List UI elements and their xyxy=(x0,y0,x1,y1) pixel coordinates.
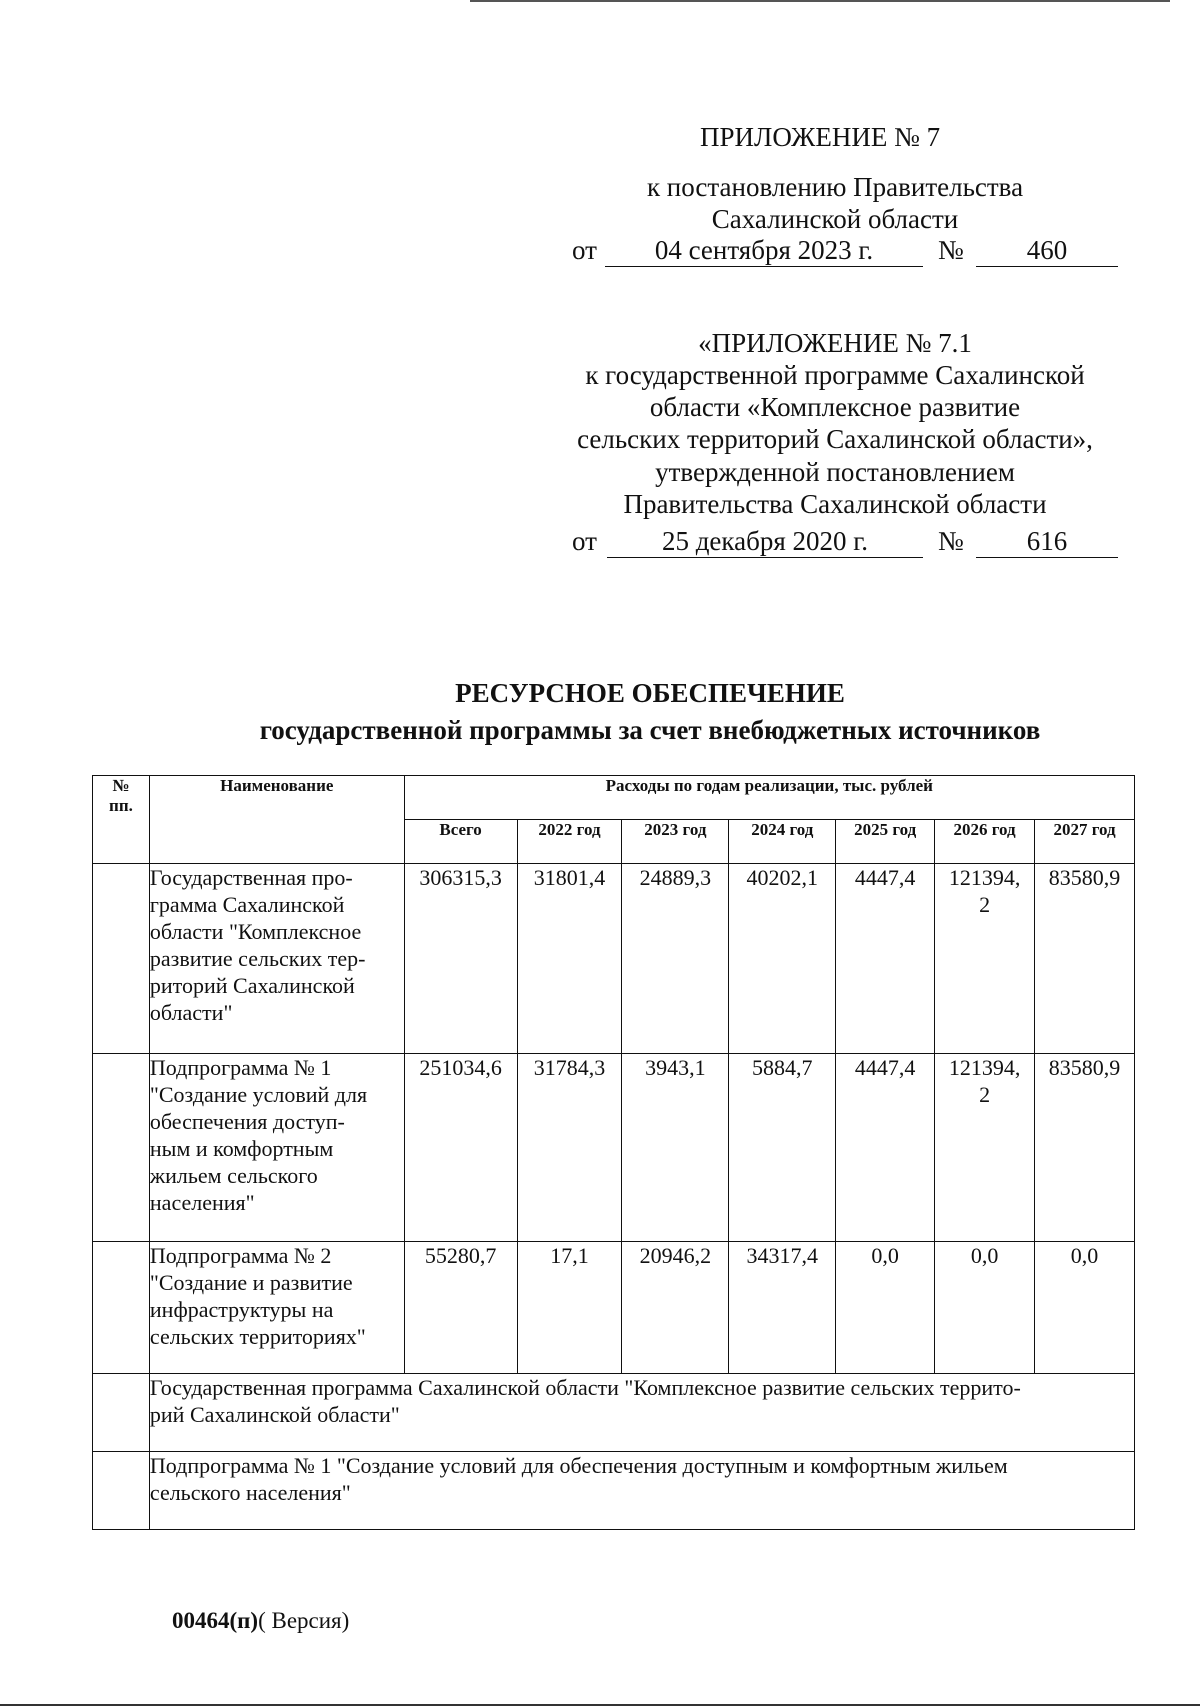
annex-inner-number: 616 xyxy=(976,526,1118,558)
annex-inner-num-label: № xyxy=(938,526,964,556)
row-name-cell: Государственная про- грамма Сахалинской области "Комплексное развитие сельских тер- риторий Сахалинской области" xyxy=(149,864,404,1054)
year-header-cell: 2025 год xyxy=(836,820,935,864)
value-cell: 20946,2 xyxy=(622,1242,729,1374)
row-name-cell: Подпрограмма № 1 "Создание условий для обеспечения доступ- ным и комфортным жильем сельского населения" xyxy=(149,1054,404,1242)
bottom-scan-edge xyxy=(0,1704,1200,1706)
value-cell: 83580,9 xyxy=(1035,1054,1135,1242)
annex-to-line-2: Сахалинской области xyxy=(711,204,959,234)
annex-date: 04 сентября 2023 г. xyxy=(605,235,923,267)
col-header-name: Наименование xyxy=(149,776,404,864)
top-scan-edge xyxy=(470,0,1170,2)
document-subtitle: государственной программы за счет внебюджетных источников xyxy=(259,715,1041,745)
annex-to-line-1: к постановлению Правительства xyxy=(646,172,1024,202)
value-cell: 306315,3 xyxy=(404,864,517,1054)
annex-title: ПРИЛОЖЕНИЕ № 7 xyxy=(700,122,941,152)
table-row xyxy=(93,864,1135,1054)
value-cell: 34317,4 xyxy=(729,1242,836,1374)
footer-version: ( Версия) xyxy=(258,1608,350,1633)
value-cell: 4447,4 xyxy=(836,864,935,1054)
row-number-cell xyxy=(93,1054,150,1242)
value-cell: 31784,3 xyxy=(517,1054,622,1242)
annex-inner-line: к государственной программе Сахалинской xyxy=(585,360,1085,390)
col-header-number: № пп. xyxy=(93,776,150,864)
annex-inner-from-label: от xyxy=(572,526,597,556)
value-cell: 83580,9 xyxy=(1035,864,1135,1054)
value-cell: 121394, 2 xyxy=(935,1054,1035,1242)
row-number-cell xyxy=(93,1242,150,1374)
annex-inner-date: 25 декабря 2020 г. xyxy=(607,526,923,558)
table-row xyxy=(93,1054,1135,1242)
year-header-cell: 2027 год xyxy=(1035,820,1135,864)
row-number-cell xyxy=(93,1374,150,1452)
value-cell: 55280,7 xyxy=(404,1242,517,1374)
section-row xyxy=(93,1374,1135,1452)
annex-inner-line: утвержденной постановлением xyxy=(655,457,1015,487)
year-header-cell: 2022 год xyxy=(517,820,622,864)
value-cell: 0,0 xyxy=(935,1242,1035,1374)
value-cell: 3943,1 xyxy=(622,1054,729,1242)
annex-inner-line: Правительства Сахалинской области xyxy=(623,489,1047,519)
section-title-cell: Государственная программа Сахалинской области "Комплексное развитие сельских террито- рий Сахалинской области" xyxy=(149,1374,1134,1452)
annex-inner-title: «ПРИЛОЖЕНИЕ № 7.1 xyxy=(698,328,972,358)
resources-table xyxy=(92,775,1135,1530)
value-cell: 0,0 xyxy=(836,1242,935,1374)
row-number-cell xyxy=(93,864,150,1054)
section-row xyxy=(93,1452,1135,1530)
value-cell: 24889,3 xyxy=(622,864,729,1054)
annex-num-label: № xyxy=(938,235,964,265)
value-cell: 5884,7 xyxy=(729,1054,836,1242)
row-number-cell xyxy=(93,1452,150,1530)
document-title: РЕСУРСНОЕ ОБЕСПЕЧЕНИЕ xyxy=(455,678,845,708)
year-header-cell: Всего xyxy=(404,820,517,864)
footer-doc-code: 00464(п) xyxy=(172,1608,259,1633)
annex-inner-line: сельских территорий Сахалинской области», xyxy=(577,424,1093,454)
value-cell: 4447,4 xyxy=(836,1054,935,1242)
annex-from-label: от xyxy=(572,235,597,265)
value-cell: 17,1 xyxy=(517,1242,622,1374)
footer-code xyxy=(172,1608,349,1634)
col-header-expenses: Расходы по годам реализации, тыс. рублей xyxy=(404,776,1134,820)
year-header-cell: 2024 год xyxy=(729,820,836,864)
year-header-cell: 2023 год xyxy=(622,820,729,864)
annex-number: 460 xyxy=(976,235,1118,267)
table-row xyxy=(93,1242,1135,1374)
value-cell: 0,0 xyxy=(1035,1242,1135,1374)
value-cell: 40202,1 xyxy=(729,864,836,1054)
value-cell: 31801,4 xyxy=(517,864,622,1054)
annex-inner-line: области «Комплексное развитие xyxy=(649,392,1021,422)
value-cell: 121394, 2 xyxy=(935,864,1035,1054)
year-header-cell: 2026 год xyxy=(935,820,1035,864)
row-name-cell: Подпрограмма № 2 "Создание и развитие инфраструктуры на сельских территориях" xyxy=(149,1242,404,1374)
section-title-cell: Подпрограмма № 1 "Создание условий для обеспечения доступным и комфортным жильем сельского населения" xyxy=(149,1452,1134,1530)
value-cell: 251034,6 xyxy=(404,1054,517,1242)
